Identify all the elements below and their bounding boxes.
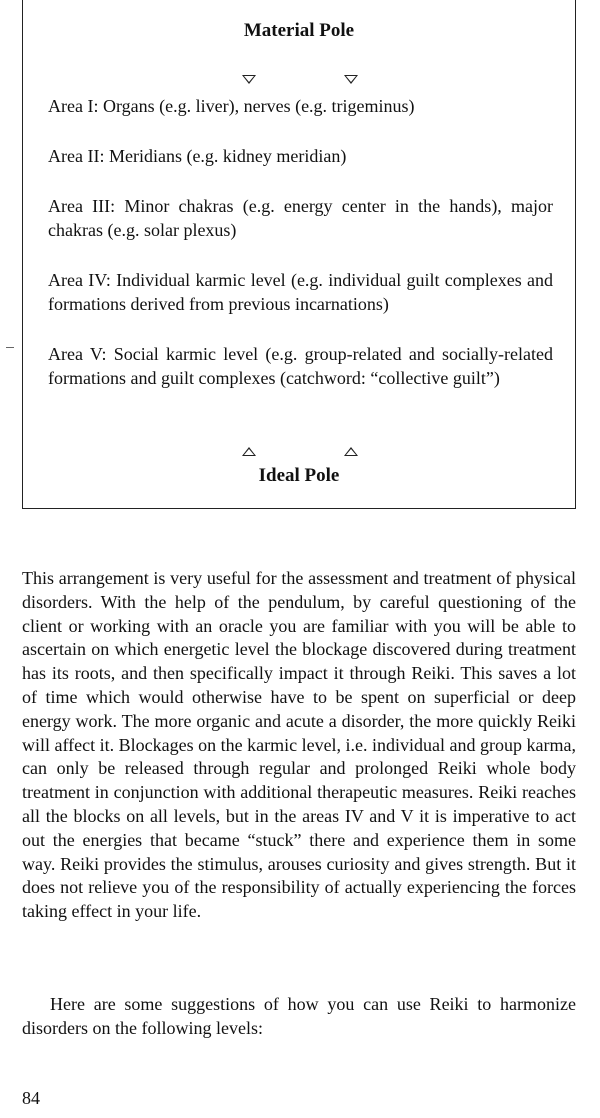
triangle-up-icon: [344, 447, 358, 456]
page-number: 84: [22, 1088, 40, 1108]
triangle-up-icon: [242, 447, 256, 456]
area-4: Area IV: Individual karmic level (e.g. individual guilt complexes and formations derived from previous incarnations): [48, 270, 553, 314]
paragraph-2: Here are some suggestions of how you can use Reiki to harmonize disorders on the following levels:: [22, 994, 576, 1038]
diagram-box: [22, 0, 576, 509]
area-1: Area I: Organs (e.g. liver), nerves (e.g. trigeminus): [48, 96, 415, 116]
margin-mark: [6, 347, 14, 348]
paragraph-1: This arrangement is very useful for the assessment and treatment of physical disorders. With the help of the pendulum, by careful questioning of the client or working with an oracle you are familiar with you will be able to ascertain on which energetic level the blockage discovered during treatment has its roots, and then specifically impact it through Reiki. This saves a lot of time which would otherwise have to be spent on superficial or deep energy work. The more organic and acute a disorder, the more quickly Reiki will affect it. Blockages on the karmic level, i.e. individual and group karma, can only be released through regular and prolonged Reiki whole body treatment in conjunction with additional therapeutic measures. Reiki reaches all the blocks on all levels, but in the areas IV and V it is imperative to act out the energies that became “stuck” there and experience them in some way. Reiki provides the stimulus, arouses curiosity and gives strength. But it does not relieve you of the responsibility of actually experiencing the forces taking effect in your life.: [22, 568, 577, 922]
material-pole-title: Material Pole: [243, 20, 355, 41]
triangle-down-icon: [242, 75, 256, 84]
area-3: Area III: Minor chakras (e.g. energy center in the hands), major chakras (e.g. solar plexus): [48, 196, 553, 240]
area-2: Area II: Meridians (e.g. kidney meridian): [48, 146, 347, 166]
triangle-down-icon: [344, 75, 358, 84]
ideal-pole-title: Ideal Pole: [258, 465, 340, 486]
area-5: Area V: Social karmic level (e.g. group-related and socially-related formations and guilt complexes (catchword: “collective guilt”): [48, 344, 553, 388]
